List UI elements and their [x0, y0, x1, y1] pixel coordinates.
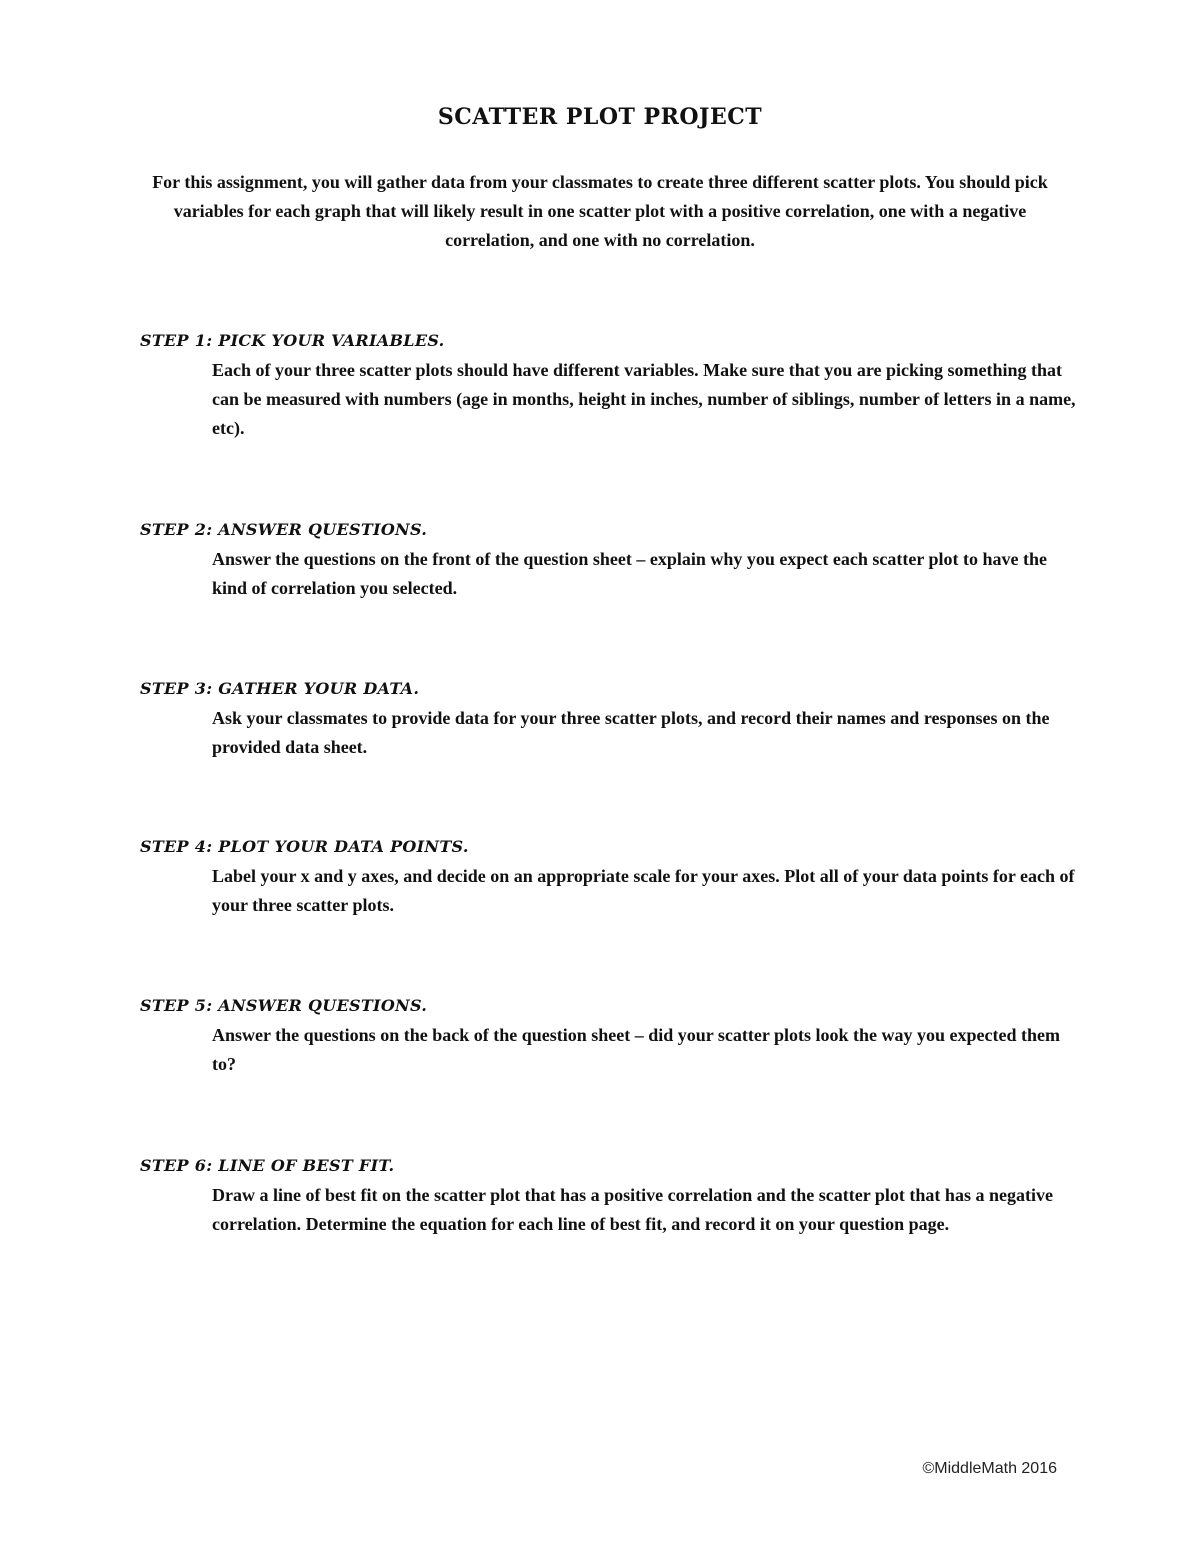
step-heading: STEP 2: ANSWER QUESTIONS.	[140, 520, 428, 539]
step-body: Label your x and y axes, and decide on an appropriate scale for your axes. Plot all of your data points for each of your three scatter plots.	[212, 866, 1075, 915]
step-heading: STEP 5: ANSWER QUESTIONS.	[140, 996, 428, 1015]
step-1	[140, 330, 1080, 443]
step-6	[140, 1155, 1080, 1239]
intro-paragraph: For this assignment, you will gather data from your classmates to create three different scatter plots. You should pick variables for each graph that will likely result in one scatter plot with a positive correlation, one with a negative correlation, and one with no correlation.	[152, 172, 1048, 250]
copyright-footer: ©MiddleMath 2016	[922, 1460, 1057, 1477]
step-body: Draw a line of best fit on the scatter plot that has a positive correlation and the scatter plot that has a negative correlation. Determine the equation for each line of best fit, and record it on your question page.	[212, 1185, 1053, 1234]
step-body: Each of your three scatter plots should have different variables. Make sure that you are picking something that can be measured with numbers (age in months, height in inches, number of siblings, number of letters in a name, etc).	[212, 360, 1076, 438]
step-heading: STEP 1: PICK YOUR VARIABLES.	[140, 331, 445, 350]
step-body: Ask your classmates to provide data for your three scatter plots, and record their names and responses on the provided data sheet.	[212, 708, 1050, 757]
step-2	[140, 519, 1080, 603]
step-heading: STEP 4: PLOT YOUR DATA POINTS.	[140, 837, 469, 856]
step-3	[140, 678, 1080, 762]
step-4	[140, 836, 1080, 920]
step-body: Answer the questions on the front of the question sheet – explain why you expect each scatter plot to have the kind of correlation you selected.	[212, 549, 1047, 598]
step-body: Answer the questions on the back of the question sheet – did your scatter plots look the way you expected them to?	[212, 1025, 1061, 1074]
page-title: SCATTER PLOT PROJECT	[437, 104, 763, 130]
step-heading: STEP 6: LINE OF BEST FIT.	[140, 1156, 395, 1175]
step-heading: STEP 3: GATHER YOUR DATA.	[140, 679, 420, 698]
step-5	[140, 995, 1080, 1079]
